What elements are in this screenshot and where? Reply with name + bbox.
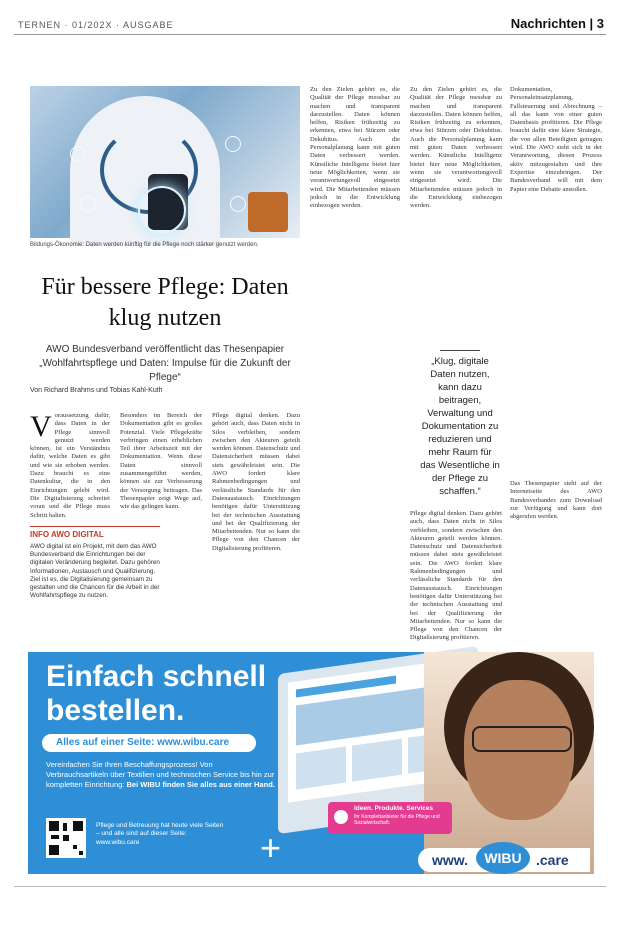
article-column-3 (212, 412, 300, 634)
article-column-2 (120, 412, 202, 522)
column-5a-text: Pflege digital denken. Dazu gehört auch, dass Daten nicht in Silos verbleiben, sondern zwischen den Akteuren geteilt werden können. Datenschutz und Datensicherheit müssen dabei stets gewährleistet sein. Die AWO fordert klare Rahmenbedingungen und verlässliche Standards für den Datenaustausch. Einrichtungen benötigen dafür Unterstützung bei der technischen Ausstattung und bei der Qualifizierung der Mitarbeitenden. Nur so kann die Pflege von den Chancen der Digitalisierung profitieren. (410, 510, 502, 642)
section-label: Nachrichten | 3 (510, 16, 604, 31)
article-column-5 (510, 86, 602, 466)
logo-brand: WIBU (476, 842, 530, 874)
wibu-logo[interactable] (418, 848, 590, 872)
lightbulb-icon (334, 810, 348, 824)
column-1-text: oraussetzung dafür, dass Daten in der Pflege sinnvoll genutzt werden können, ist ein Verständnis dafür, welche Daten es gibt und wie sie erhoben werden. Dazu braucht es eine Datenkultur, die in den Einrichtungen gelebt wird. Die Digitalisierung schreitet voran und die Pflege muss Schritt halten. (30, 412, 110, 519)
ad-headline-line-1: Einfach schnell (46, 660, 267, 693)
qr-code-icon[interactable] (46, 818, 86, 858)
column-4-text: Zu den Zielen gehört es, die Qualität der Pflege messbar zu machen und transparent darzustellen. Daten können helfen, Risiken frühzeitig zu erkennen, etwa bei Stürzen oder Dekubitus. Auch die Personalplanung kann mit guten Daten verbessert werden. Künstliche Intelligenz bietet hier neue Möglichkeiten, wenn sie verantwortungsvoll eingesetzt wird. Die Mitarbeitenden müssen jedoch in die Entwicklung einbezogen werden. (310, 86, 400, 210)
ad-body-text: Vereinfachen Sie Ihren Beschaffungsprozess! Von Verbrauchsartikeln über Textilien und technischen Service bis hin zur kompletten Einrichtung: (46, 760, 275, 789)
drop-cap: V (30, 410, 52, 443)
article-title: Für bessere Pflege: Daten klug nutzen (41, 274, 289, 331)
hologram-glow-icon (138, 186, 186, 234)
cross-icon (225, 136, 241, 152)
column-2-text: Besonders im Bereich der Dokumentation gibt es großes Potenzial. Viele Pflegekräfte verbringen einen erheblichen Teil ihrer Arbeitszeit mit der Dokumentation. Wenn diese Daten sinnvoll zusammengeführt werden, können sie zur Verbesserung der Versorgung beitragen. Das Thesenpapier zeigt Wege auf, wie das gelingen kann. (120, 412, 202, 511)
info-box-rule (30, 526, 160, 527)
article-byline: Von Richard Brahms und Tobias Kahl-Kuth (30, 387, 163, 394)
article-column-5a (410, 510, 502, 642)
article-column-5b (510, 480, 602, 634)
header-divider (14, 34, 606, 35)
article-photo (30, 86, 300, 238)
column-3-text: Pflege digital denken. Dazu gehört auch, dass Daten nicht in Silos verbleiben, sondern zwischen den Akteuren geteilt werden können. Datenschutz und Datensicherheit müssen dabei stets gewährleistet sein. Die AWO fordert klare Rahmenbedingungen und verlässliche Standards für den Datenaustausch. Einrichtungen benötigen dafür Unterstützung bei der technischen Ausstattung und bei der Qualifizierung der Mitarbeitenden. Nur so kann die Pflege von den Chancen der Digitalisierung profitieren. (212, 412, 300, 552)
page-header (0, 0, 620, 40)
heart-icon (70, 146, 86, 162)
pull-quote-text: „Klug, digitale Daten nutzen, kann dazu beitragen, Verwaltung und Dokumentation zu reduzieren und mehr Raum für das Wesentliche in der Pflege zu schaffen.“ (420, 356, 500, 497)
pill-icon (230, 196, 246, 212)
services-tag-title: Ideen. Produkte. Services (354, 805, 434, 812)
ad-body (46, 760, 276, 790)
article-column-4b (410, 86, 502, 336)
glasses-icon (472, 726, 572, 752)
ad-body-bold: Bei WIBU finden Sie alles aus einer Hand. (126, 780, 275, 789)
ad-headline-line-2: bestellen. (46, 694, 185, 727)
info-box-heading: INFO AWO DIGITAL (30, 530, 104, 539)
info-box-body: AWO digital ist ein Projekt, mit dem das AWO Bundesverband die Einrichtungen bei der digitalen Veränderung begleitet. Dazu gehören Informationen, Austausch und Qualifizierung. Ziel ist es, die Digitalisierung gemeinsam zu gestalten und die Chancen für die Arbeit in der Wohlfahrtspflege zu nutzen. (30, 543, 160, 600)
footer-divider (14, 886, 606, 887)
pull-quote (420, 350, 500, 498)
qr-caption: Pflege und Betreuung hat heute viele Seiten – und alle sind auf dieser Seite: www.wibu.care (96, 822, 224, 846)
ad-headline (46, 660, 266, 728)
info-box (30, 530, 160, 600)
photo-caption: Bildungs-Ökonomie: Daten werden künftig für die Pflege noch stärker genutzt werden. (30, 242, 259, 248)
article-column-4 (310, 86, 400, 634)
article-column-1 (30, 412, 110, 522)
issue-date: TERNEN · 01/202X · AUSGABE (18, 20, 174, 30)
services-tag-text: Ihr Komplettanbieter für die Pflege und Sozialwirtschaft. (354, 814, 440, 826)
column-4b-text: Zu den Zielen gehört es, die Qualität der Pflege messbar zu machen und transparent darzustellen. Daten können helfen, Risiken frühzeitig zu erkennen, etwa bei Stürzen oder Dekubitus. Auch die Personalplanung kann mit guten Daten verbessert werden. Künstliche Intelligenz bietet hier neue Möglichkeiten, wenn sie verantwortungsvoll eingesetzt wird. Die Mitarbeitenden müssen jedoch in die Entwicklung einbezogen werden. (410, 86, 502, 210)
pull-quote-rule (440, 350, 480, 351)
medicine-bottles (248, 192, 288, 232)
plus-icon: + (260, 827, 282, 868)
services-tag (328, 802, 452, 834)
ad-url-pill-text: Alles auf einer Seite: www.wibu.care (56, 737, 230, 748)
column-5b-text: Das Thesenpapier steht auf der Internetseite des AWO Bundesverbandes zum Download zur Verfügung und kann dort abgerufen werden. (510, 480, 602, 521)
pulse-icon (80, 196, 96, 212)
article-deck: AWO Bundesverband veröffentlicht das Thesenpapier „Wohlfahrtspflege und Daten: Impulse für die Zukunft der Pflege“ (39, 344, 291, 383)
logo-www: www. (432, 852, 469, 868)
woman-photo (424, 652, 594, 874)
ad-url-pill[interactable] (42, 734, 256, 752)
wibu-advertisement[interactable] (28, 652, 594, 874)
logo-tld: .care (536, 852, 569, 868)
column-5-text: Dokumentation, Personaleinsatzplanung, Fallsteuerung und Abrechnung – all das kann von einer guten Datenbasis profitieren. Die Pflege braucht dafür eine klare Strategie, die von allen Beteiligten getragen wird. Die AWO sieht sich in der Verantwortung, diesen Prozess aktiv mitzugestalten und ihre Expertise einzubringen. Der Bundesverband will mit dem Papier eine Debatte anstoßen. (510, 86, 602, 193)
